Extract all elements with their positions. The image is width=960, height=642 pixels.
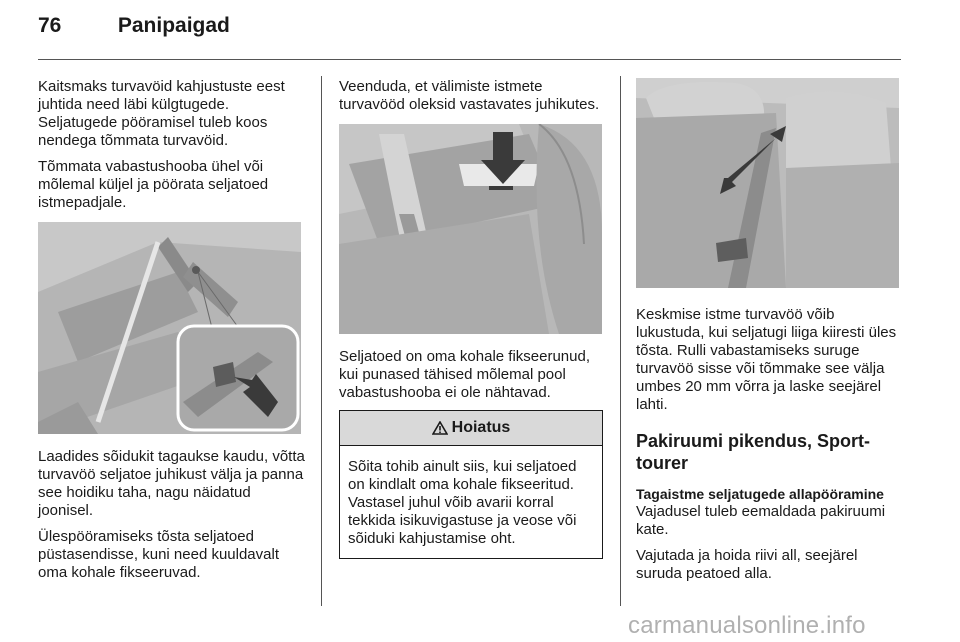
release-lever-illustration: [339, 124, 602, 334]
warning-text: Sõita tohib ainult siis, kui seljatoed on kindlalt oma kohale fikseeritud. Vastasel juhul võib avarii korral tekkida isikuvigastuse ja veose või sõiduki kahjustamise oht.: [348, 458, 577, 547]
subsection-heading: Tagaistme seljatugede allapööramine: [636, 486, 884, 502]
section-heading: Pakiruumi pikendus, Sport-tourer: [636, 431, 871, 473]
paragraph: Laadides sõidukit tagaukse kaudu, võtta turvavöö seljatoe juhikust välja ja panna see hoidiku taha, nagu näidatud joonisel.: [38, 448, 305, 519]
paragraph: Vajutada ja hoida riivi all, seejärel suruda peatoed alla.: [636, 547, 858, 582]
paragraph: Keskmise istme turvavöö võib lukustuda, kui seljatugi liiga kiiresti üles tõsta. Rulli vabastamiseks suruge turvavöö sisse või tõmmake see välja umbes 20 mm võrra ja laske seejärel lahti.: [636, 306, 897, 413]
paragraph: Vajadusel tuleb eemaldada pakiruumi kate.: [636, 503, 886, 538]
warning-triangle-icon: [432, 421, 448, 435]
center-belt-illustration: [636, 78, 899, 288]
paragraph: Tõmmata vabastushooba ühel või mõlemal küljel ja pöörata seljatoed istmepadjale.: [38, 158, 269, 211]
page-number: 76: [38, 14, 62, 37]
paragraph: Kaitsmaks turvavöid kahjustuste eest juhtida need läbi külgtugede. Seljatugede pööramisel tuleb koos nendega tõmmata turvavöid.: [38, 78, 285, 149]
figure-release-lever: [339, 124, 602, 334]
paragraph: Veenduda, et välimiste istmete turvavööd oleksid vastavates juhikutes.: [339, 78, 600, 113]
column-divider: [620, 76, 621, 606]
page-header: [38, 14, 230, 38]
paragraph: Seljatoed on oma kohale fikseerunud, kui punased tähised mõlemal pool vabastushooba ei ole nähtavad.: [339, 348, 591, 401]
watermark: carmanualsonline.info: [628, 612, 866, 639]
warning-box: [339, 410, 603, 559]
column-1: [38, 78, 306, 590]
page-title: Panipaigad: [117, 14, 230, 37]
warning-title: Hoiatus: [451, 419, 511, 436]
figure-seatbelt-holder: [38, 222, 301, 434]
paragraph: Ülespööramiseks tõsta seljatoed püstasendisse, kuni need kuuldavalt oma kohale fikseeruvad.: [38, 528, 279, 581]
header-rule: [38, 59, 901, 60]
column-3: [636, 78, 902, 591]
column-2: [339, 78, 603, 559]
warning-header: [340, 411, 602, 446]
column-divider: [321, 76, 322, 606]
figure-center-belt: [636, 78, 899, 288]
seatbelt-holder-illustration: [38, 222, 301, 434]
